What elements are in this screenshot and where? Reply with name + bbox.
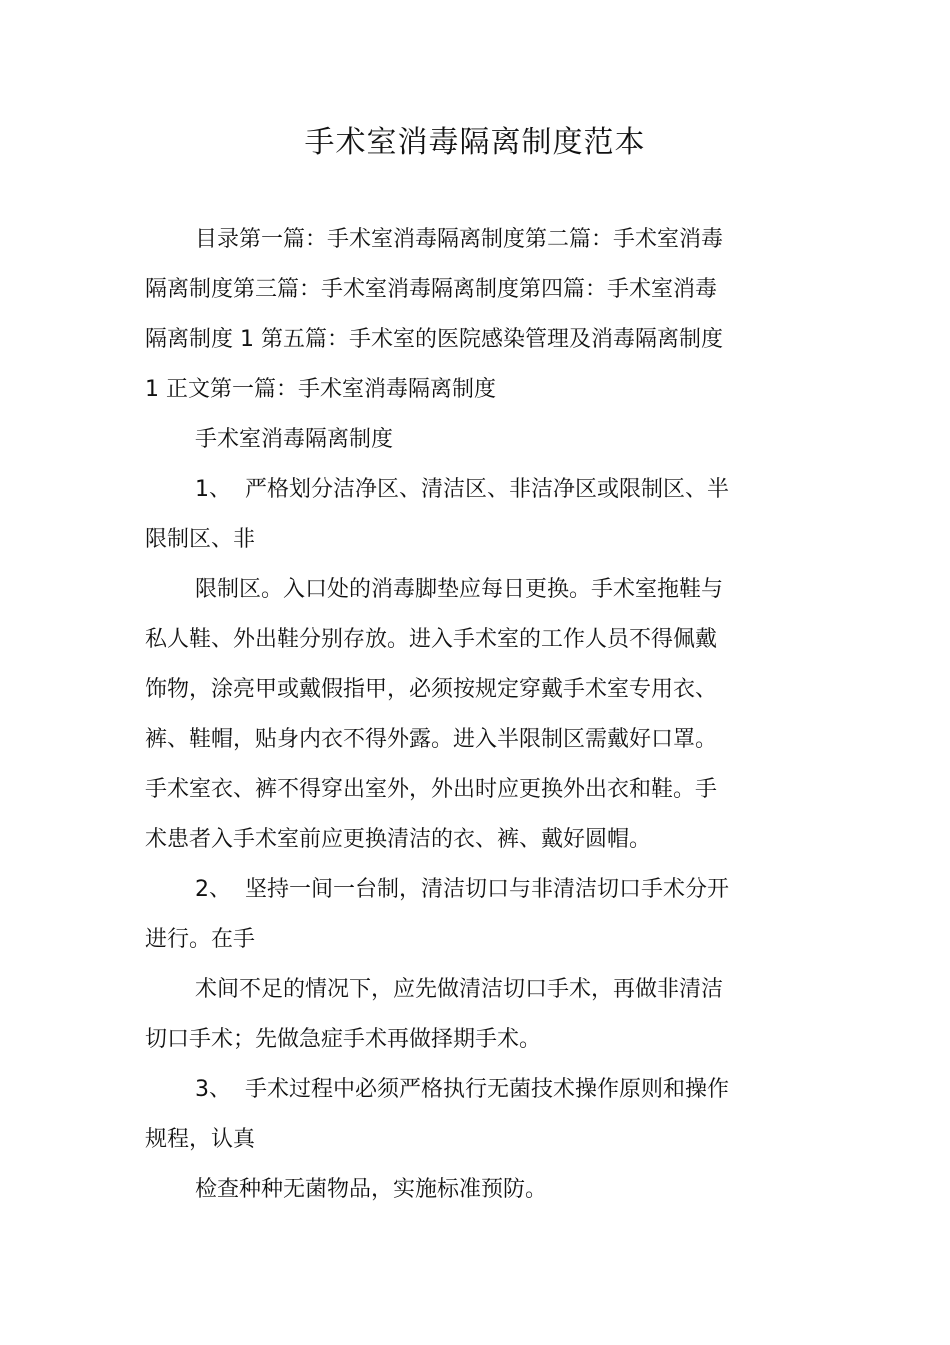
paragraph-line: 切口手术；先做急症手术再做择期手术。 [145,1027,542,1052]
paragraph-line: 进行。在手 [145,927,256,952]
item-number: 3、 [195,1077,231,1102]
paragraph-line: 隔离制度第三篇：手术室消毒隔离制度第四篇：手术室消毒 [145,277,718,302]
numbered-item-2 [195,875,729,905]
document-title: 手术室消毒隔离制度范本 [304,125,646,160]
paragraph-line: 手术过程中必须严格执行无菌技术操作原则和操作 [245,1077,730,1102]
paragraph-line: 规程，认真 [145,1127,256,1152]
numbered-item-1 [195,475,729,505]
item-number: 1、 [195,477,231,502]
paragraph-line: 手术室衣、裤不得穿出室外，外出时应更换外出衣和鞋。手 [145,777,718,802]
item-number: 2、 [195,877,231,902]
paragraph-line: 隔离制度 1 第五篇：手术室的医院感染管理及消毒隔离制度 [145,327,723,352]
paragraph-line: 私人鞋、外出鞋分别存放。进入手术室的工作人员不得佩戴 [145,627,718,652]
paragraph-line: 目录第一篇：手术室消毒隔离制度第二篇：手术室消毒 [195,227,724,252]
paragraph-line: 裤、鞋帽，贴身内衣不得外露。进入半限制区需戴好口罩。 [145,727,718,752]
paragraph-line: 1 正文第一篇：手术室消毒隔离制度 [145,377,496,402]
paragraph-line: 严格划分洁净区、清洁区、非洁净区或限制区、半 [245,477,730,502]
paragraph-line: 术间不足的情况下，应先做清洁切口手术，再做非清洁 [195,977,724,1002]
paragraph-line: 饰物，涂亮甲或戴假指甲，必须按规定穿戴手术室专用衣、 [145,677,718,702]
paragraph-line: 限制区。入口处的消毒脚垫应每日更换。手术室拖鞋与 [195,577,724,602]
numbered-item-3 [195,1075,729,1105]
paragraph-line: 术患者入手术室前应更换清洁的衣、裤、戴好圆帽。 [145,827,652,852]
section-heading: 手术室消毒隔离制度 [195,427,394,452]
paragraph-line: 坚持一间一台制，清洁切口与非清洁切口手术分开 [245,877,730,902]
paragraph-line: 限制区、非 [145,527,256,552]
paragraph-line: 检查种种无菌物品，实施标准预防。 [195,1177,548,1202]
